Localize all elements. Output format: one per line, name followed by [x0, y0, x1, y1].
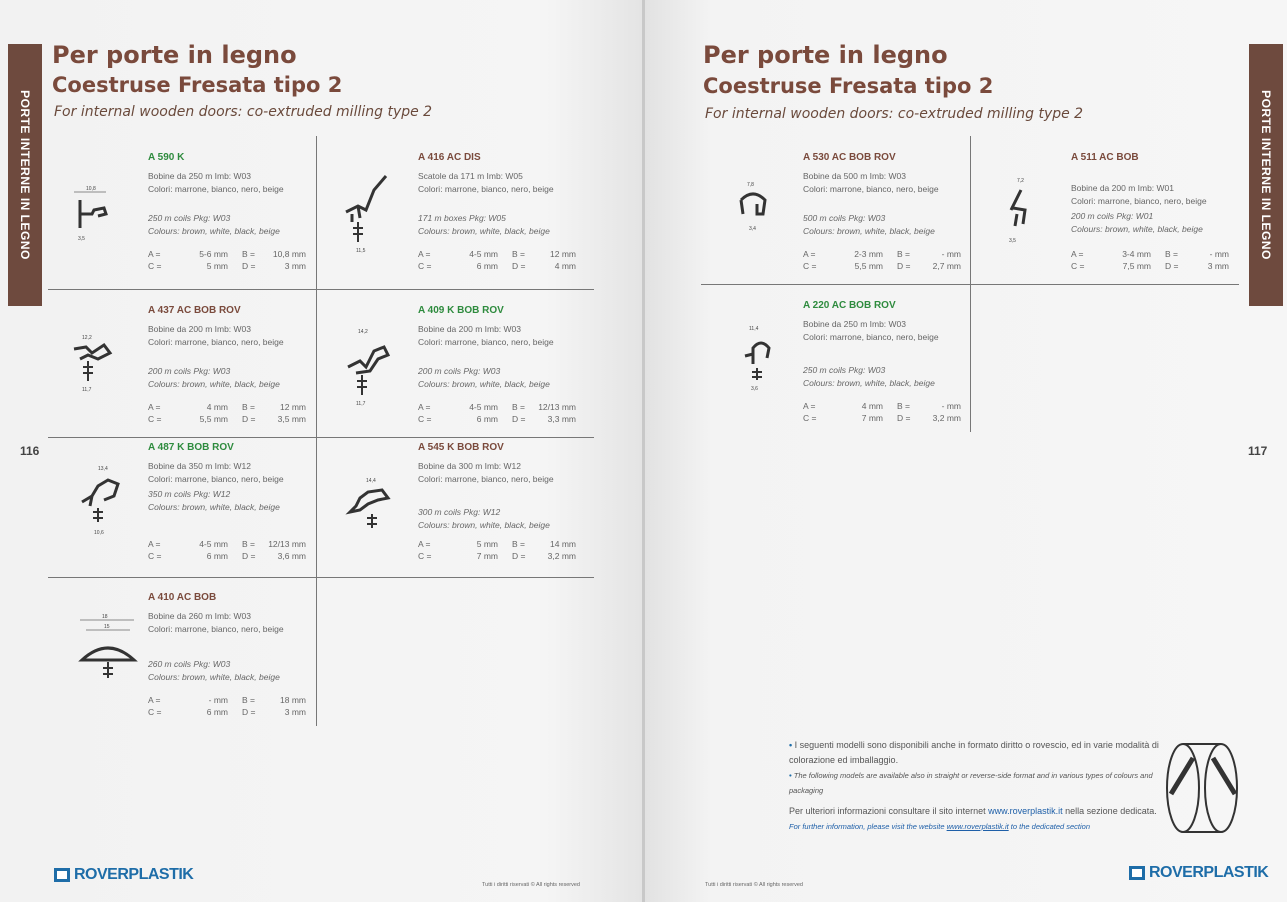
info-it-suffix: nella sezione dedicata.: [1065, 806, 1157, 816]
page-subtitle: Coestruse Fresata tipo 2: [52, 73, 343, 97]
packaging-text: Bobine da 200 m Imb: W03: [418, 324, 522, 334]
dim-label: B =: [897, 249, 910, 259]
profile-drawing: [723, 318, 783, 398]
dim-value: 6 mm: [206, 551, 228, 561]
product-info-en: [418, 506, 550, 532]
colors-text: Colours: brown, white, black, beige: [148, 502, 280, 512]
dim-label: C =: [148, 551, 162, 561]
dim-value: 3,6 mm: [277, 551, 306, 561]
packaging-text: Bobine da 300 m Imb: W12: [418, 461, 522, 471]
dim-label: C =: [418, 551, 432, 561]
bullet-icon: •: [789, 771, 792, 780]
colors-text: Colori: marrone, bianco, nero, beige: [418, 184, 554, 194]
dim-value: - mm: [941, 249, 961, 259]
packaging-text: Bobine da 350 m Imb: W12: [148, 461, 252, 471]
product-code: A 545 K BOB ROV: [418, 442, 504, 453]
dim-value: 10,8 mm: [272, 249, 306, 259]
colors-text: Colori: marrone, bianco, nero, beige: [803, 332, 939, 342]
packaging-text: 500 m coils Pkg: W03: [803, 213, 886, 223]
dim-value: 12 mm: [550, 249, 576, 259]
product-code: A 437 AC BOB ROV: [148, 305, 241, 316]
dim-value: 3-4 mm: [1122, 249, 1151, 259]
brand-name: ROVERPLASTIK: [74, 866, 194, 883]
svg-text:14,4: 14,4: [366, 478, 376, 484]
dim-value: 3,2 mm: [547, 551, 576, 561]
dim-label: B =: [242, 539, 255, 549]
svg-text:7,8: 7,8: [747, 182, 754, 188]
dim-label: D =: [512, 261, 526, 271]
product-info-it: [418, 170, 554, 196]
dim-value: 2-3 mm: [854, 249, 883, 259]
packaging-text: 200 m coils Pkg: W03: [418, 366, 501, 376]
svg-text:11,7: 11,7: [356, 401, 366, 407]
dim-value: 3,3 mm: [547, 414, 576, 424]
dimensions: [418, 248, 576, 272]
profile-drawing: [68, 323, 118, 403]
packaging-text: 200 m coils Pkg: W01: [1071, 211, 1154, 221]
logo-mark-icon: [1129, 866, 1145, 880]
product-info-it: [148, 323, 284, 349]
right-page: [645, 0, 1287, 902]
dim-value: 3,2 mm: [932, 413, 961, 423]
page-tagline: For internal wooden doors: co-extruded milling type 2: [54, 104, 433, 120]
profile-drawing: [338, 460, 398, 550]
product-info-it: [803, 318, 939, 344]
product-card: [338, 442, 588, 572]
product-card: [723, 152, 973, 282]
packaging-text: Scatole da 171 m Imb: W05: [418, 171, 523, 181]
dim-label: C =: [1071, 261, 1085, 271]
profile-drawing: [68, 460, 128, 550]
dim-label: C =: [148, 707, 162, 717]
product-info-it: [148, 610, 284, 636]
product-card: [991, 152, 1241, 282]
svg-text:13,4: 13,4: [98, 466, 108, 472]
profile-drawing: [338, 323, 398, 413]
dim-label: D =: [512, 551, 526, 561]
packaging-text: 300 m coils Pkg: W12: [418, 507, 501, 517]
colors-text: Colours: brown, white, black, beige: [148, 226, 280, 236]
dim-label: C =: [148, 414, 162, 424]
svg-text:7,2: 7,2: [1017, 178, 1024, 184]
dim-label: D =: [1165, 261, 1179, 271]
product-info-it: [1071, 182, 1207, 208]
colors-text: Colori: marrone, bianco, nero, beige: [148, 184, 284, 194]
availability-notes: [789, 738, 1159, 834]
svg-text:10,6: 10,6: [94, 530, 104, 536]
colors-text: Colori: marrone, bianco, nero, beige: [418, 337, 554, 347]
dim-label: B =: [242, 402, 255, 412]
brand-logo: [1129, 864, 1268, 882]
dim-label: A =: [803, 249, 816, 259]
note-en: The following models are available also in straight or reverse-side format and in various types of colours and packaging: [789, 771, 1153, 795]
dim-value: 4-5 mm: [469, 249, 498, 259]
colors-text: Colours: brown, white, black, beige: [148, 672, 280, 682]
dim-label: D =: [897, 261, 911, 271]
logo-mark-icon: [54, 868, 70, 882]
svg-text:3,6: 3,6: [751, 386, 758, 392]
dim-label: C =: [803, 413, 817, 423]
packaging-text: Bobine da 500 m Imb: W03: [803, 171, 907, 181]
colors-text: Colours: brown, white, black, beige: [803, 226, 935, 236]
dim-value: 2,7 mm: [932, 261, 961, 271]
dim-value: 3 mm: [284, 707, 306, 717]
dim-value: 6 mm: [476, 261, 498, 271]
product-code: A 590 K: [148, 152, 185, 163]
grid-divider: [48, 289, 594, 290]
dim-label: D =: [242, 261, 256, 271]
product-info-en: [418, 365, 550, 391]
dimensions: [803, 248, 961, 272]
side-tab-right: [1249, 44, 1283, 306]
dim-label: D =: [512, 414, 526, 424]
packaging-text: Bobine da 200 m Imb: W01: [1071, 183, 1175, 193]
product-card: [338, 152, 588, 282]
dim-label: A =: [418, 539, 431, 549]
page-subtitle: Coestruse Fresata tipo 2: [703, 74, 994, 98]
colors-text: Colori: marrone, bianco, nero, beige: [418, 474, 554, 484]
dimensions: [148, 538, 306, 562]
product-card: [338, 305, 588, 435]
product-info-it: [148, 460, 284, 486]
dim-label: B =: [512, 249, 525, 259]
product-code: A 409 K BOB ROV: [418, 305, 504, 316]
dim-value: 4-5 mm: [199, 539, 228, 549]
grid-divider: [48, 577, 594, 578]
brand-name: ROVERPLASTIK: [1149, 864, 1269, 881]
dim-label: A =: [148, 539, 161, 549]
product-code: A 511 AC BOB: [1071, 152, 1139, 163]
dim-label: B =: [512, 539, 525, 549]
product-info-en: [418, 212, 550, 238]
packaging-text: 200 m coils Pkg: W03: [148, 366, 231, 376]
profile-drawing: [723, 170, 783, 250]
dim-label: C =: [418, 261, 432, 271]
profile-drawing: [338, 170, 398, 260]
product-info-en: [148, 658, 280, 684]
svg-text:11,5: 11,5: [356, 248, 366, 254]
product-code: A 487 K BOB ROV: [148, 442, 234, 453]
product-info-en: [148, 488, 280, 514]
dim-value: 3,5 mm: [277, 414, 306, 424]
svg-text:15: 15: [104, 624, 110, 630]
dim-value: - mm: [1209, 249, 1229, 259]
dim-value: 18 mm: [280, 695, 306, 705]
side-tab-label: PORTE INTERNE IN LEGNO: [1259, 90, 1273, 260]
packaging-text: 260 m coils Pkg: W03: [148, 659, 231, 669]
page-tagline: For internal wooden doors: co-extruded milling type 2: [705, 106, 1084, 122]
colors-text: Colours: brown, white, black, beige: [418, 226, 550, 236]
info-en-suffix: to the dedicated section: [1010, 822, 1091, 831]
dim-value: 7 mm: [476, 551, 498, 561]
dimensions: [148, 694, 306, 718]
product-code: A 220 AC BOB ROV: [803, 300, 896, 311]
page-title: Per porte in legno: [52, 41, 297, 69]
dim-value: 14 mm: [550, 539, 576, 549]
product-code: A 410 AC BOB: [148, 592, 217, 603]
dim-value: 5,5 mm: [199, 414, 228, 424]
page-title: Per porte in legno: [703, 41, 948, 69]
grid-divider: [701, 284, 1239, 285]
dim-value: - mm: [941, 401, 961, 411]
dim-value: 7 mm: [861, 413, 883, 423]
colors-text: Colori: marrone, bianco, nero, beige: [803, 184, 939, 194]
product-code: A 416 AC DIS: [418, 152, 481, 163]
dim-value: 3 mm: [284, 261, 306, 271]
dim-label: B =: [897, 401, 910, 411]
dim-value: 5 mm: [476, 539, 498, 549]
product-info-en: [803, 364, 935, 390]
svg-text:12,2: 12,2: [82, 335, 92, 341]
colors-text: Colori: marrone, bianco, nero, beige: [1071, 196, 1207, 206]
dim-value: 5 mm: [206, 261, 228, 271]
dim-value: 4 mm: [554, 261, 576, 271]
dimensions: [148, 248, 306, 272]
dim-value: 12 mm: [280, 402, 306, 412]
dim-label: A =: [148, 402, 161, 412]
dimensions: [148, 401, 306, 425]
product-info-en: [148, 212, 280, 238]
dim-label: B =: [512, 402, 525, 412]
dim-label: B =: [242, 249, 255, 259]
packaging-text: 250 m coils Pkg: W03: [803, 365, 886, 375]
left-page: [0, 0, 643, 902]
side-tab-left: [8, 44, 42, 306]
svg-text:3,5: 3,5: [1009, 238, 1016, 244]
dim-label: A =: [148, 249, 161, 259]
colors-text: Colours: brown, white, black, beige: [1071, 224, 1203, 234]
product-info-it: [148, 170, 284, 196]
dim-value: 3 mm: [1207, 261, 1229, 271]
product-card: [68, 592, 318, 722]
dim-label: D =: [242, 707, 256, 717]
product-info-it: [418, 323, 554, 349]
packaging-text: Bobine da 260 m Imb: W03: [148, 611, 252, 621]
profile-drawing: [68, 170, 112, 260]
dim-value: 6 mm: [476, 414, 498, 424]
dim-value: 7,5 mm: [1122, 261, 1151, 271]
dim-label: D =: [242, 414, 256, 424]
side-tab-label: PORTE INTERNE IN LEGNO: [18, 90, 32, 260]
colors-text: Colori: marrone, bianco, nero, beige: [148, 337, 284, 347]
packaging-text: 350 m coils Pkg: W12: [148, 489, 231, 499]
product-info-en: [1071, 210, 1203, 236]
dim-label: B =: [1165, 249, 1178, 259]
svg-text:11,4: 11,4: [749, 326, 759, 332]
dim-value: 12/13 mm: [538, 402, 576, 412]
grid-divider: [48, 437, 594, 438]
copyright: Tutti i diritti riservati © All rights reserved: [482, 882, 580, 888]
dim-value: 6 mm: [206, 707, 228, 717]
dim-label: A =: [1071, 249, 1084, 259]
colors-text: Colours: brown, white, black, beige: [418, 520, 550, 530]
dim-value: 5-6 mm: [199, 249, 228, 259]
colors-text: Colours: brown, white, black, beige: [418, 379, 550, 389]
profile-drawing: [991, 170, 1051, 250]
bullet-icon: •: [789, 740, 793, 750]
colors-text: Colori: marrone, bianco, nero, beige: [148, 474, 284, 484]
website-link[interactable]: www.roverplastik.it: [988, 806, 1063, 816]
dim-label: C =: [418, 414, 432, 424]
dim-label: A =: [418, 249, 431, 259]
product-info-it: [803, 170, 939, 196]
dim-label: D =: [897, 413, 911, 423]
dim-label: A =: [148, 695, 161, 705]
colors-text: Colori: marrone, bianco, nero, beige: [148, 624, 284, 634]
colors-text: Colours: brown, white, black, beige: [803, 378, 935, 388]
coil-reel-icon: [1163, 738, 1243, 838]
profile-drawing: [68, 610, 138, 700]
dim-label: A =: [418, 402, 431, 412]
dim-value: 4 mm: [206, 402, 228, 412]
colors-text: Colours: brown, white, black, beige: [148, 379, 280, 389]
dim-value: 4-5 mm: [469, 402, 498, 412]
packaging-text: Bobine da 250 m Imb: W03: [148, 171, 252, 181]
dimensions: [1071, 248, 1229, 272]
dimensions: [418, 401, 576, 425]
info-en-prefix: For further information, please visit the website: [789, 822, 945, 831]
product-card: [68, 305, 318, 435]
brand-logo: [54, 866, 193, 884]
packaging-text: 171 m boxes Pkg: W05: [418, 213, 506, 223]
svg-text:3,4: 3,4: [749, 226, 756, 232]
product-card: [68, 152, 318, 282]
note-it: I seguenti modelli sono disponibili anche in formato diritto o rovescio, ed in varie modalità di colorazione ed imballaggio.: [789, 740, 1159, 765]
svg-text:10,8: 10,8: [86, 186, 96, 192]
svg-text:18: 18: [102, 614, 108, 620]
dim-label: A =: [803, 401, 816, 411]
dim-label: D =: [242, 551, 256, 561]
svg-text:3,5: 3,5: [78, 236, 85, 242]
packaging-text: 250 m coils Pkg: W03: [148, 213, 231, 223]
product-info-en: [803, 212, 935, 238]
product-card: [68, 442, 318, 572]
dimensions: [803, 400, 961, 424]
packaging-text: Bobine da 200 m Imb: W03: [148, 324, 252, 334]
product-info-it: [418, 460, 554, 486]
page-number: 116: [20, 444, 40, 458]
product-card: [723, 300, 973, 430]
dim-value: 5,5 mm: [854, 261, 883, 271]
page-number: 117: [1248, 444, 1268, 458]
dim-label: C =: [803, 261, 817, 271]
product-info-en: [148, 365, 280, 391]
product-code: A 530 AC BOB ROV: [803, 152, 896, 163]
svg-text:11,7: 11,7: [82, 387, 92, 393]
website-link-en[interactable]: www.roverplastik.it: [946, 822, 1009, 831]
dim-label: B =: [242, 695, 255, 705]
dim-label: C =: [148, 261, 162, 271]
dimensions: [418, 538, 576, 562]
dim-value: 4 mm: [861, 401, 883, 411]
dim-value: 12/13 mm: [268, 539, 306, 549]
info-it-prefix: Per ulteriori informazioni consultare il sito internet: [789, 806, 986, 816]
dim-value: - mm: [208, 695, 228, 705]
svg-text:14,2: 14,2: [358, 329, 368, 335]
copyright: Tutti i diritti riservati © All rights reserved: [705, 882, 803, 888]
packaging-text: Bobine da 250 m Imb: W03: [803, 319, 907, 329]
